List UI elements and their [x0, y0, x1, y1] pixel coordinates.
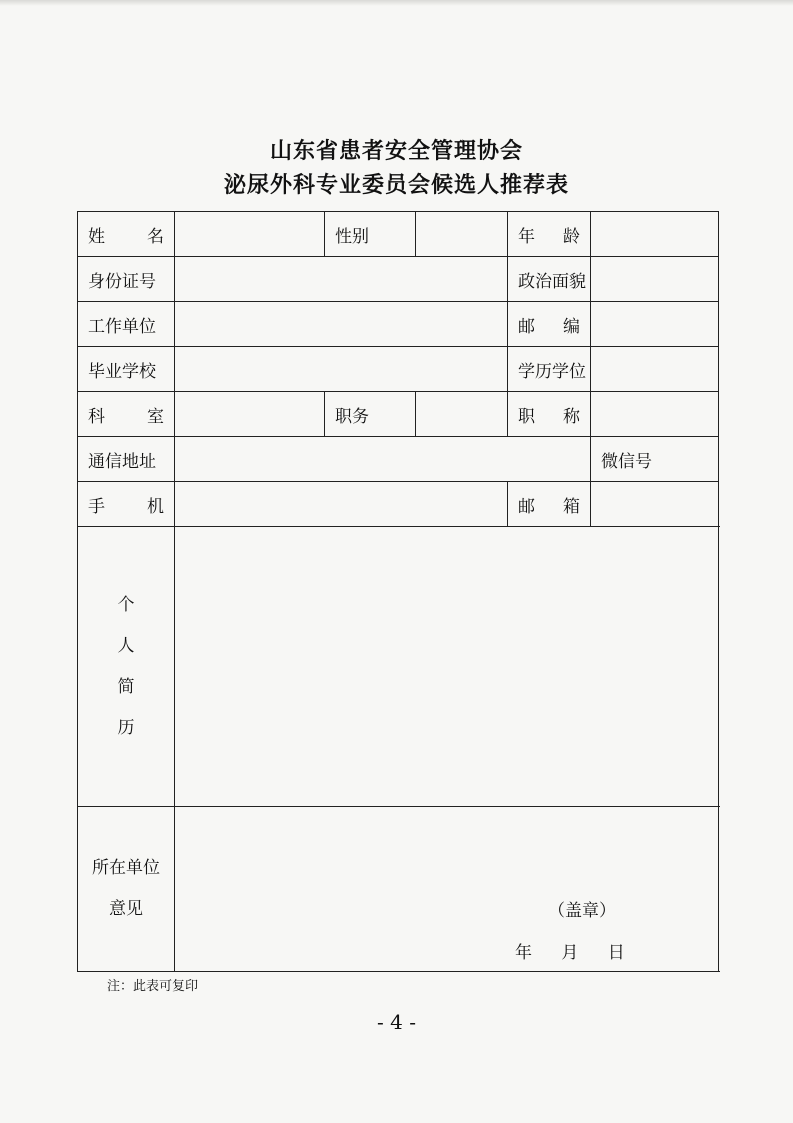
page-edge	[0, 0, 793, 6]
row-department	[78, 392, 719, 437]
row-mobile	[78, 482, 719, 527]
address-field[interactable]	[175, 437, 591, 482]
name-field[interactable]	[175, 212, 325, 257]
age-field[interactable]	[591, 212, 719, 257]
email-label: 邮 箱	[508, 482, 591, 527]
position-label: 职务	[325, 392, 416, 437]
row-school	[78, 347, 719, 392]
wechat-label: 微信号	[591, 437, 719, 482]
date-text: 年 月 日	[515, 943, 625, 963]
resume-field[interactable]	[175, 527, 719, 807]
opinion-label: 所在单位 意见	[78, 807, 175, 972]
row-work-unit	[78, 302, 719, 347]
name-label: 姓 名	[78, 212, 175, 257]
mobile-field[interactable]	[175, 482, 508, 527]
degree-field[interactable]	[591, 347, 719, 392]
title-field[interactable]	[591, 392, 719, 437]
form-title-line1: 山东省患者安全管理协会	[269, 138, 523, 164]
title-label: 职 称	[508, 392, 591, 437]
address-label: 通信地址	[78, 437, 175, 482]
postcode-field[interactable]	[591, 302, 719, 347]
recommendation-form-table	[77, 211, 719, 972]
row-opinion	[78, 807, 719, 972]
email-field[interactable]	[591, 482, 719, 527]
row-resume	[78, 527, 719, 807]
work-unit-label: 工作单位	[78, 302, 175, 347]
row-name	[78, 212, 719, 257]
opinion-field[interactable]	[175, 807, 719, 972]
page-number: - 4 -	[377, 1010, 416, 1034]
political-field[interactable]	[591, 257, 719, 302]
school-field[interactable]	[175, 347, 508, 392]
gender-field[interactable]	[416, 212, 508, 257]
postcode-label: 邮 编	[508, 302, 591, 347]
footnote: 注：此表可复印	[107, 979, 199, 994]
school-label: 毕业学校	[78, 347, 175, 392]
id-field[interactable]	[175, 257, 508, 302]
resume-label: 个 人 简 历	[78, 527, 175, 807]
seal-text: （盖章）	[548, 901, 616, 921]
gender-label: 性别	[325, 212, 416, 257]
age-label: 年 龄	[508, 212, 591, 257]
department-field[interactable]	[175, 392, 325, 437]
row-id	[78, 257, 719, 302]
department-label: 科 室	[78, 392, 175, 437]
id-label: 身份证号	[78, 257, 175, 302]
mobile-label: 手 机	[78, 482, 175, 527]
political-label: 政治面貌	[508, 257, 591, 302]
row-address	[78, 437, 719, 482]
form-title-line2: 泌尿外科专业委员会候选人推荐表	[223, 172, 569, 198]
work-unit-field[interactable]	[175, 302, 508, 347]
position-field[interactable]	[416, 392, 508, 437]
degree-label: 学历学位	[508, 347, 591, 392]
